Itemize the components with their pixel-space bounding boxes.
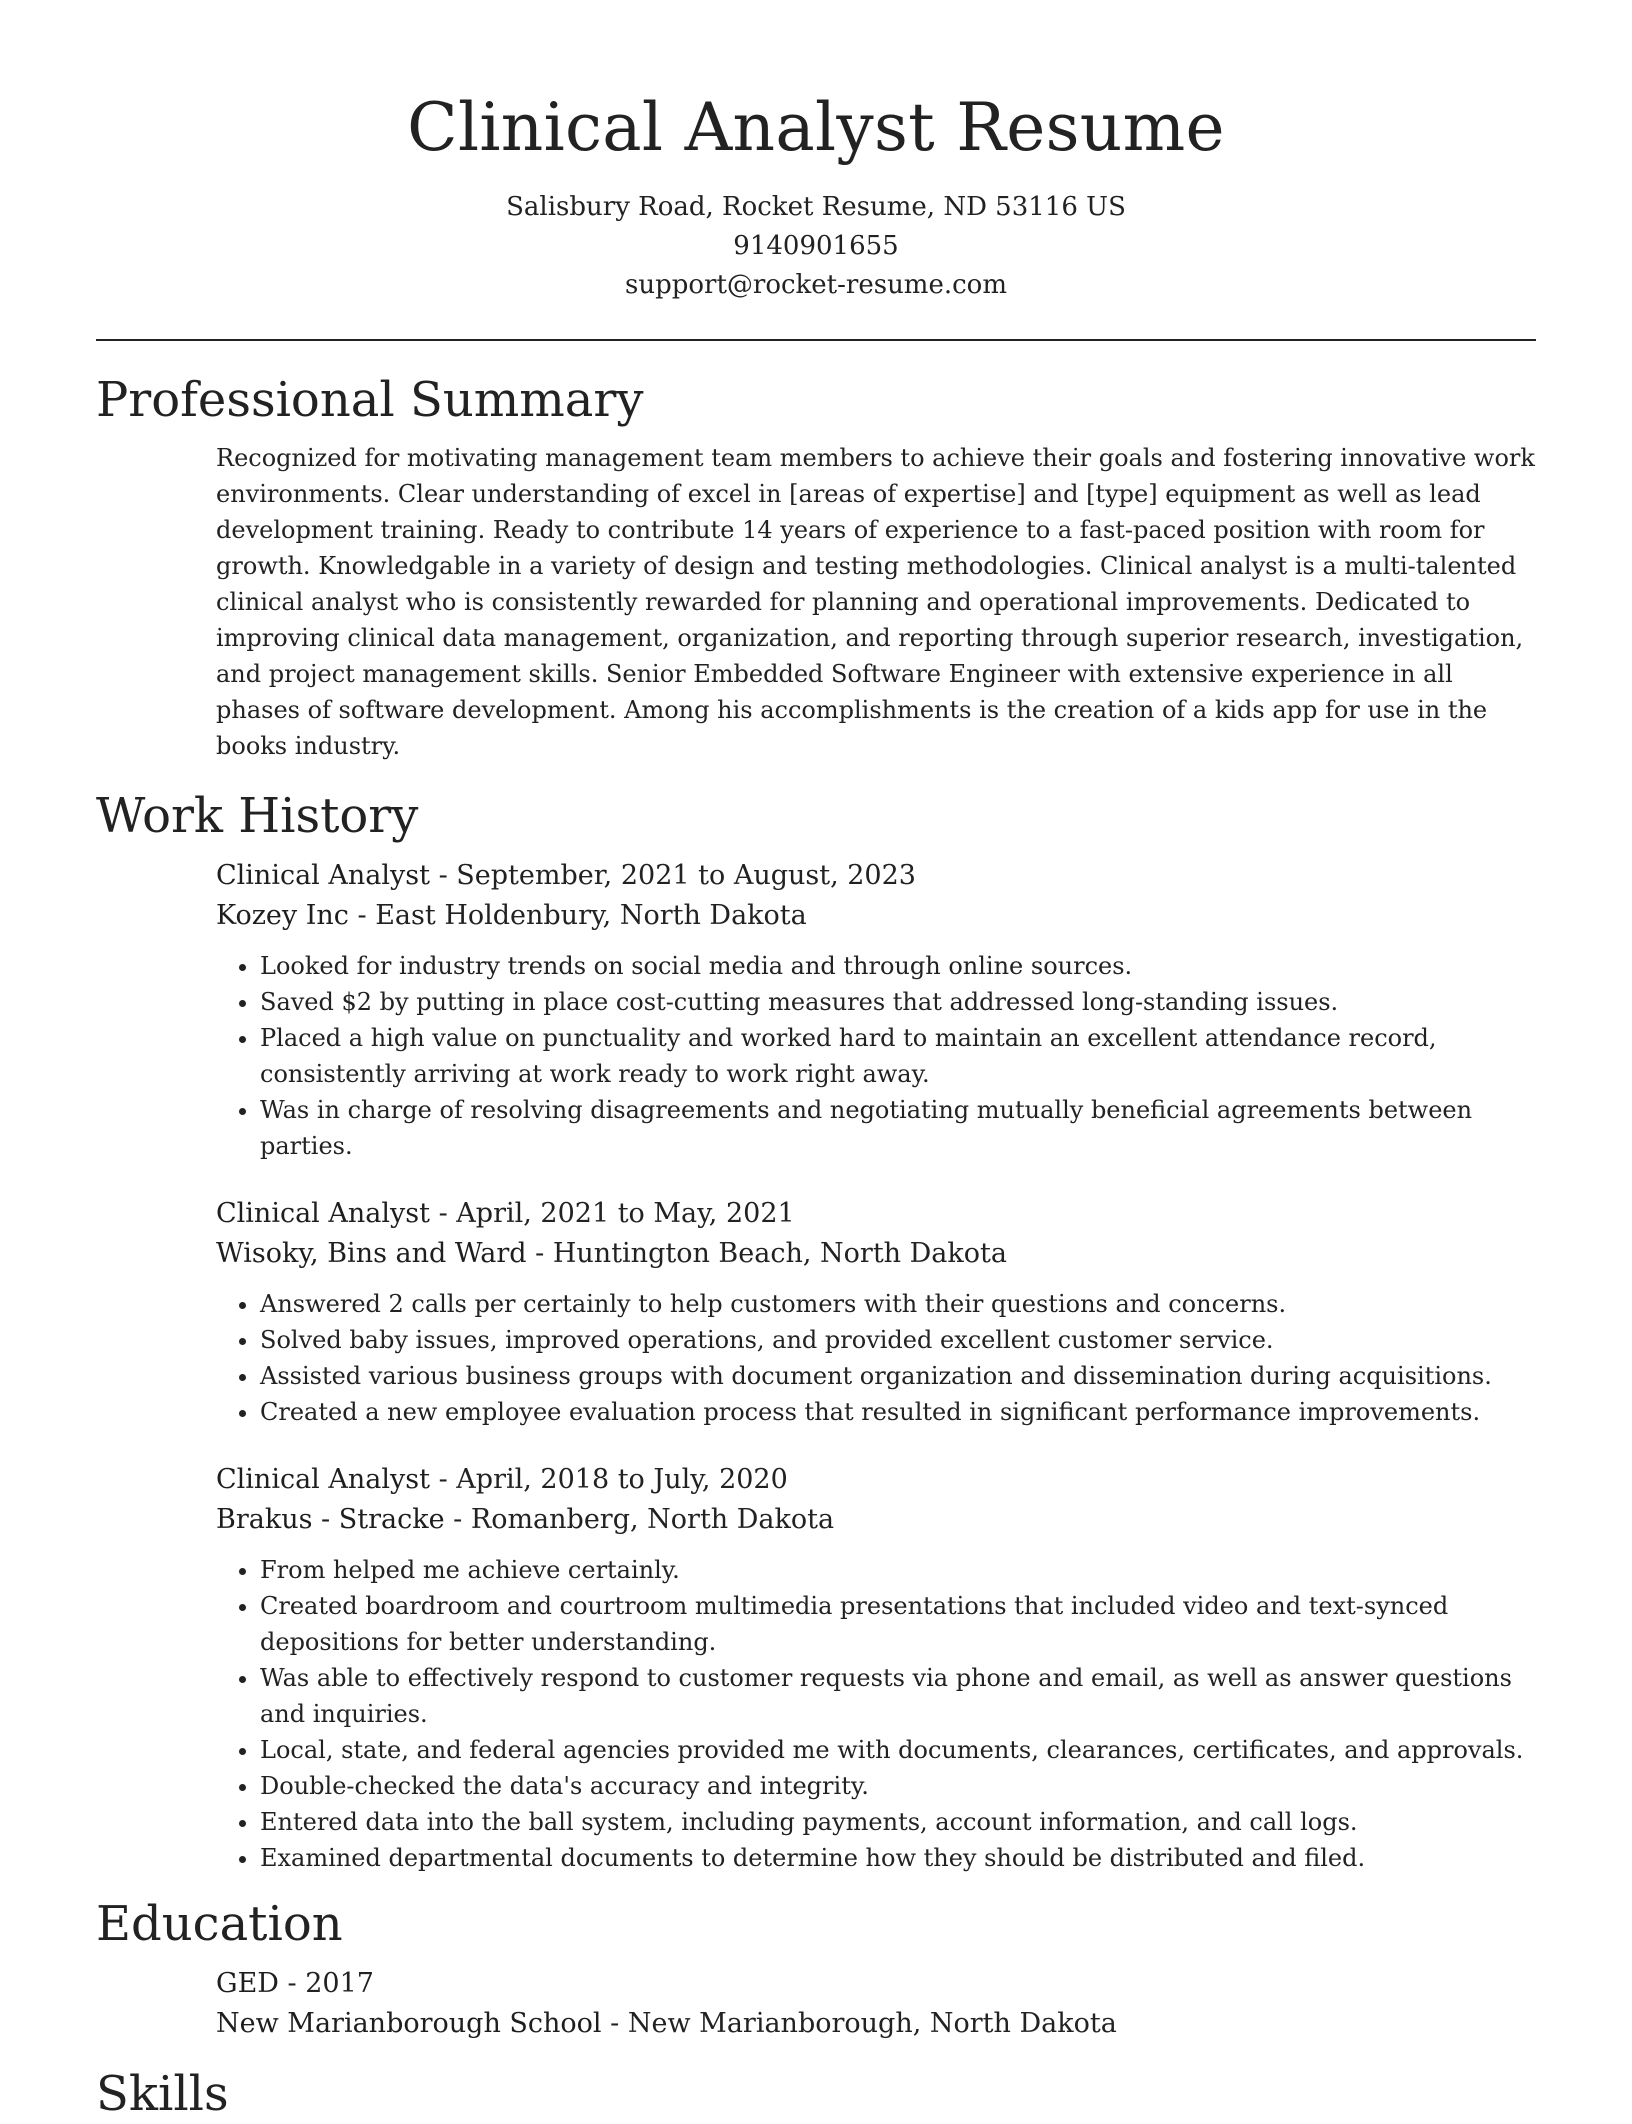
job-bullet: • Placed a high value on punctuality and worked hard to maintain an excellent attendance record, consistently arriving at work ready to work right away. — [260, 1020, 1536, 1092]
job-title-line: Clinical Analyst - September, 2021 to August, 2023 — [216, 860, 916, 891]
work-history-body — [216, 856, 1536, 1876]
job-bullet: • Local, state, and federal agencies provided me with documents, clearances, certificates, and approvals. — [260, 1732, 1536, 1768]
job-location: East Holdenbury, North Dakota — [375, 900, 807, 931]
job-company-line: Wisoky, Bins and Ward - Huntington Beach, North Dakota — [216, 1238, 1007, 1269]
education-school: New Marianborough School — [216, 2008, 602, 2039]
skills-section — [96, 2064, 1536, 2124]
education-school-line: New Marianborough School - New Marianborough, North Dakota — [216, 2008, 1117, 2039]
job-bullets — [216, 948, 1536, 1164]
job-bullet: • Answered 2 calls per certainly to help customers with their questions and concerns. — [260, 1286, 1536, 1322]
summary-heading: Professional Summary — [96, 372, 644, 428]
contact-address: Salisbury Road, Rocket Resume, ND 53116 US — [506, 192, 1126, 222]
summary-body — [216, 440, 1536, 764]
job-company: Kozey Inc — [216, 900, 349, 931]
job-bullets — [216, 1286, 1536, 1430]
job-location: Huntington Beach, North Dakota — [552, 1238, 1007, 1269]
job-bullet: • Examined departmental documents to determine how they should be distributed and filed. — [260, 1840, 1536, 1876]
education-year: 2017 — [305, 1968, 374, 1999]
contact-block — [96, 188, 1536, 305]
job-dates: September, 2021 to August, 2023 — [456, 860, 916, 891]
job-title: Clinical Analyst — [216, 1198, 430, 1229]
job-entry — [216, 856, 1536, 1164]
job-bullet: • Looked for industry trends on social media and through online sources. — [260, 948, 1536, 984]
job-company: Brakus - Stracke — [216, 1504, 445, 1535]
header-divider — [96, 339, 1536, 341]
education-body — [216, 1964, 1536, 2044]
job-company-line: Kozey Inc - East Holdenbury, North Dakota — [216, 900, 807, 931]
job-title: Clinical Analyst — [216, 1464, 430, 1495]
job-title: Clinical Analyst — [216, 860, 430, 891]
job-bullet: • Saved $2 by putting in place cost-cutting measures that addressed long-standing issues. — [260, 984, 1536, 1020]
job-bullet: • Solved baby issues, improved operations, and provided excellent customer service. — [260, 1322, 1536, 1358]
summary-text: Recognized for motivating management team members to achieve their goals and fostering innovative work environments. Clear understanding of excel in [areas of expertise] and [type] equipment as well as lead development training. Ready to contribute 14 years of experience to a fast-paced position with room for growth. Knowledgable in a variety of design and testing methodologies. Clinical analyst is a multi-talented clinical analyst who is consistently rewarded for planning and operational improvements. Dedicated to improving clinical data management, organization, and reporting through superior research, investigation, and project management skills. Senior Embedded Software Engineer with extensive experience in all phases of software development. Among his accomplishments is the creation of a kids app for use in the books industry. — [216, 444, 1535, 760]
job-location: Romanberg, North Dakota — [470, 1504, 835, 1535]
education-degree-line: GED - 2017 — [216, 1968, 374, 1999]
education-location: New Marianborough, North Dakota — [627, 2008, 1117, 2039]
education-heading: Education — [96, 1896, 343, 1952]
job-entry — [216, 1460, 1536, 1876]
summary-section — [96, 370, 1536, 764]
resume-page — [96, 0, 1536, 2124]
job-company-line: Brakus - Stracke - Romanberg, North Dakota — [216, 1504, 835, 1535]
job-dates: April, 2021 to May, 2021 — [456, 1198, 795, 1229]
job-bullets — [216, 1552, 1536, 1876]
job-dates: April, 2018 to July, 2020 — [456, 1464, 788, 1495]
job-bullet: • Created a new employee evaluation process that resulted in significant performance improvements. — [260, 1394, 1536, 1430]
contact-email: support@rocket-resume.com — [624, 270, 1007, 300]
resume-title: Clinical Analyst Resume — [407, 89, 1225, 166]
skills-heading: Skills — [96, 2066, 229, 2122]
job-bullet: • Assisted various business groups with document organization and dissemination during acquisitions. — [260, 1358, 1536, 1394]
job-title-line: Clinical Analyst - April, 2021 to May, 2021 — [216, 1198, 795, 1229]
education-section — [96, 1894, 1536, 2044]
job-company: Wisoky, Bins and Ward — [216, 1238, 527, 1269]
resume-header — [96, 0, 1536, 305]
job-title-line: Clinical Analyst - April, 2018 to July, 2020 — [216, 1464, 788, 1495]
job-bullet: • Entered data into the ball system, including payments, account information, and call logs. — [260, 1804, 1536, 1840]
contact-phone: 9140901655 — [733, 231, 899, 261]
job-bullet: • Created boardroom and courtroom multimedia presentations that included video and text-synced depositions for better understanding. — [260, 1588, 1536, 1660]
job-bullet: • From helped me achieve certainly. — [260, 1552, 1536, 1588]
job-bullet: • Was in charge of resolving disagreements and negotiating mutually beneficial agreements between parties. — [260, 1092, 1536, 1164]
work-history-section — [96, 786, 1536, 1876]
job-entry — [216, 1194, 1536, 1430]
job-bullet: • Was able to effectively respond to customer requests via phone and email, as well as answer questions and inquiries. — [260, 1660, 1536, 1732]
work-history-heading: Work History — [96, 788, 419, 844]
job-bullet: • Double-checked the data's accuracy and integrity. — [260, 1768, 1536, 1804]
education-degree: GED — [216, 1968, 279, 1999]
